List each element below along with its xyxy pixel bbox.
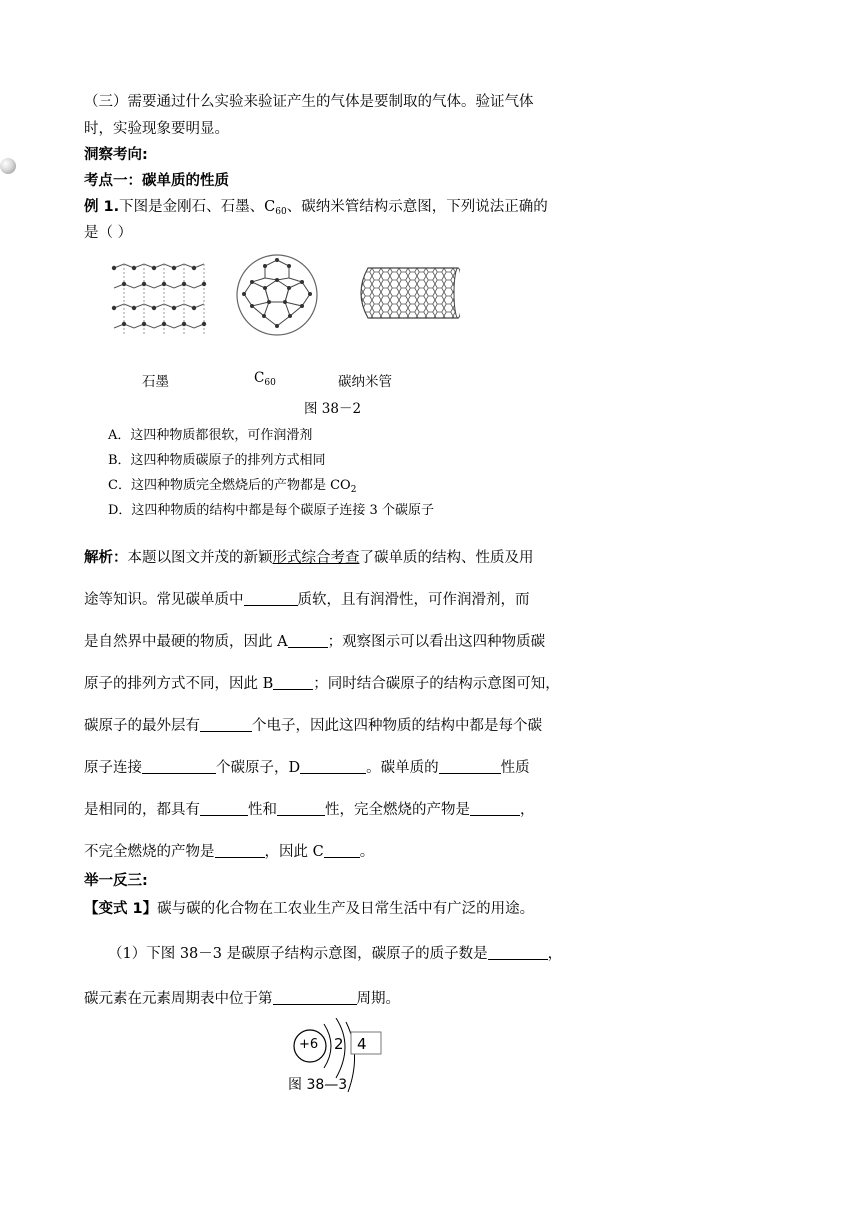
caption-c60-main: C <box>254 370 265 386</box>
analysis-line-3 <box>84 630 545 651</box>
heading-observe: 洞察考向: <box>84 147 148 163</box>
analysis-l3-a: 是自然界中最硬的物质，因此 A <box>84 634 288 650</box>
heading-practice: 举一反三: <box>84 873 148 889</box>
answer-blank[interactable] <box>273 990 357 1005</box>
analysis-l1-underlined: 形式综合考查 <box>272 550 360 566</box>
variant-1-q1-line2-b: 周期。 <box>356 991 400 1007</box>
analysis-line-8 <box>84 840 374 861</box>
analysis-line-2 <box>84 588 530 609</box>
analysis-l1-a: 本题以图文并茂的新颖 <box>127 550 273 566</box>
answer-blank[interactable] <box>488 945 548 960</box>
analysis-l7-d: ， <box>520 802 535 818</box>
answer-blank[interactable] <box>273 675 313 690</box>
caption-graphite: 石墨 <box>142 374 169 390</box>
analysis-l7-b: 性和 <box>248 802 277 818</box>
analysis-l2-b: 质软，且有润滑性，可作润滑剂，而 <box>297 592 530 608</box>
answer-blank[interactable] <box>142 759 216 774</box>
analysis-l2-a: 途等知识。常见碳单质中 <box>84 592 244 608</box>
answer-blank[interactable] <box>288 633 328 648</box>
option-c-sub: 2 <box>350 485 357 495</box>
variant-1-text: 碳与碳的化合物在工农业生产及日常生活中有广泛的用途。 <box>157 901 535 917</box>
analysis-l6-d: 性质 <box>500 760 530 776</box>
option-b: B．这四种物质碳原子的排列方式相同 <box>108 453 326 468</box>
analysis-l3-b: ；观察图示可以看出这四种物质碳 <box>327 634 546 650</box>
option-d: D．这四种物质的结构中都是每个碳原子连接 3 个碳原子 <box>108 503 434 518</box>
variant-1-question-1 <box>108 942 562 963</box>
intro-line-1: （三）需要通过什么实验来验证产生的气体是要制取的气体。验证气体 <box>84 94 534 110</box>
variant-1-q1-line2-a: 碳元素在元素周期表中位于第 <box>84 991 273 1007</box>
analysis-l7-a: 是相同的，都具有 <box>84 802 200 818</box>
analysis-l5-b: 个电子，因此这四种物质的结构中都是每个碳 <box>252 718 542 734</box>
analysis-l6-c: 。碳单质的 <box>366 760 439 776</box>
example-1-text-b: 、碳纳米管结构示意图，下列说法正确的 <box>286 199 548 215</box>
figure-38-3-label: 图 38—3 <box>288 1077 348 1093</box>
caption-nanotube: 碳纳米管 <box>338 374 392 390</box>
option-a: A．这四种物质都很软，可作润滑剂 <box>108 428 313 443</box>
analysis-line-1 <box>84 546 534 567</box>
nucleus-charge: +6 <box>299 1037 319 1052</box>
carbon-atom-diagram <box>288 1018 398 1098</box>
answer-blank[interactable] <box>470 801 520 816</box>
answer-blank[interactable] <box>439 759 501 774</box>
example-1-line-2: 是（ ） <box>84 225 133 241</box>
variant-1-q1-b: ， <box>547 946 563 962</box>
intro-line-2: 时，实验现象要明显。 <box>84 121 229 137</box>
example-1-label: 例 1. <box>84 199 120 215</box>
topic-1-heading: 考点一：碳单质的性质 <box>84 173 229 189</box>
example-1-sub: 60 <box>275 207 287 217</box>
caption-c60-sub: 60 <box>264 378 276 388</box>
option-c-main: C．这四种物质完全燃烧后的产物都是 CO <box>108 478 351 493</box>
page-bullet-icon <box>0 158 16 174</box>
answer-blank[interactable] <box>215 843 265 858</box>
figure-38-2-label: 图 38－2 <box>304 401 362 417</box>
c60-structure-image <box>232 250 322 340</box>
nanotube-structure-image <box>354 264 460 322</box>
option-c <box>108 474 356 495</box>
analysis-l4-b: ；同时结合碳原子的结构示意图可知， <box>313 676 560 692</box>
example-1-text-a: 下图是金刚石、石墨、C <box>119 199 276 215</box>
analysis-l4-a: 原子的排列方式不同，因此 B <box>84 676 274 692</box>
analysis-l5-a: 碳原子的最外层有 <box>84 718 200 734</box>
variant-1-label: 【变式 1】 <box>84 901 158 917</box>
analysis-line-6 <box>84 756 530 777</box>
answer-blank[interactable] <box>324 843 360 858</box>
shell-2-electrons: 4 <box>357 1035 367 1053</box>
analysis-l8-c: 。 <box>359 844 375 860</box>
example-1-line-1 <box>84 195 548 217</box>
caption-c60 <box>254 370 276 388</box>
analysis-line-5 <box>84 714 542 735</box>
analysis-l8-b: ，因此 C <box>264 844 324 860</box>
shell-1-electrons: 2 <box>334 1035 344 1053</box>
analysis-label: 解析： <box>84 550 128 566</box>
variant-1-q1-a: （1）下图 38－3 是碳原子结构示意图，碳原子的质子数是 <box>108 946 488 962</box>
answer-blank[interactable] <box>277 801 325 816</box>
analysis-l8-a: 不完全燃烧的产物是 <box>84 844 215 860</box>
variant-1-question-1-line-2 <box>84 987 400 1008</box>
answer-blank[interactable] <box>200 717 252 732</box>
analysis-line-7 <box>84 798 535 819</box>
answer-blank[interactable] <box>300 759 366 774</box>
answer-blank[interactable] <box>244 591 298 606</box>
graphite-structure-image <box>110 260 210 342</box>
analysis-l6-a: 原子连接 <box>84 760 142 776</box>
variant-1-line <box>84 897 534 918</box>
analysis-l7-c: 性，完全燃烧的产物是 <box>325 802 470 818</box>
answer-blank[interactable] <box>200 801 248 816</box>
analysis-l1-b: 了碳单质的结构、性质及用 <box>359 550 534 566</box>
analysis-l6-b: 个碳原子，D <box>216 760 301 776</box>
analysis-line-4 <box>84 672 560 693</box>
